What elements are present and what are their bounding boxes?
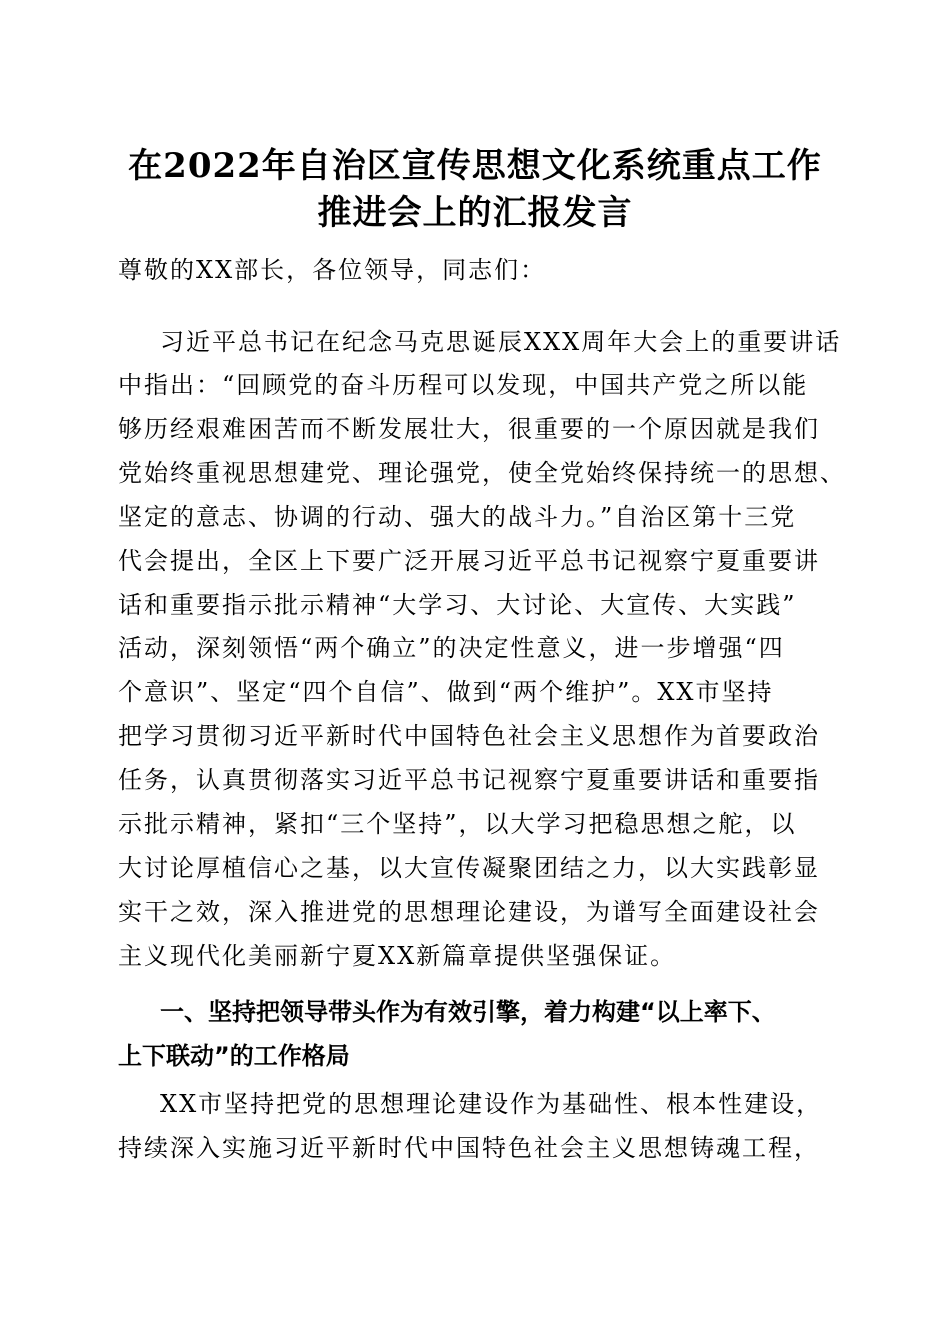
paragraph-1-line: 够历经艰难困苦而不断发展壮大，很重要的一个原因就是我们	[118, 415, 820, 443]
paragraph-1-line: 党始终重视思想建党、理论强党，使全党始终保持统一的思想、	[118, 459, 846, 487]
section-heading-1-line-1: 一、坚持把领导带头作为有效引擎，着力构建“以上率下、	[160, 998, 776, 1026]
paragraph-1-line: 中指出：“回顾党的奋斗历程可以发现，中国共产党之所以能	[118, 371, 809, 399]
document-title-line-2: 推进会上的汇报发言	[317, 193, 633, 233]
paragraph-1-line: 代会提出，全区上下要广泛开展习近平总书记视察宁夏重要讲	[118, 547, 820, 575]
paragraph-1-line: 把学习贯彻习近平新时代中国特色社会主义思想作为首要政治	[118, 722, 820, 750]
paragraph-1-line: 坚定的意志、协调的行动、强大的战斗力。”自治区第十三党	[118, 503, 797, 531]
paragraph-2-line: XX市坚持把党的思想理论建设作为基础性、根本性建设，	[160, 1090, 823, 1118]
section-heading-1-line-2: 上下联动”的工作格局	[118, 1042, 350, 1070]
paragraph-1-line: 任务，认真贯彻落实习近平总书记视察宁夏重要讲话和重要指	[118, 766, 820, 794]
paragraph-2-line: 持续深入实施习近平新时代中国特色社会主义思想铸魂工程，	[118, 1134, 820, 1162]
paragraph-1-line: 活动，深刻领悟“两个确立”的决定性意义，进一步增强“四	[118, 634, 785, 662]
paragraph-1-line: 实干之效，深入推进党的思想理论建设，为谱写全面建设社会	[118, 898, 820, 926]
salutation: 尊敬的XX部长，各位领导，同志们：	[118, 256, 547, 284]
paragraph-1-line: 大讨论厚植信心之基，以大宣传凝聚团结之力，以大实践彰显	[118, 854, 820, 882]
document-title-line-1: 在2022年自治区宣传思想文化系统重点工作	[128, 146, 822, 186]
paragraph-1-line: 示批示精神，紧扣“三个坚持”，以大学习把稳思想之舵，以	[118, 810, 797, 838]
paragraph-1-line: 个意识”、坚定“四个自信”、做到“两个维护”。XX市坚持	[118, 678, 774, 706]
paragraph-1-line: 话和重要指示批示精神“大学习、大讨论、大宣传、大实践”	[118, 591, 797, 619]
paragraph-1-line: 习近平总书记在纪念马克思诞辰XXX周年大会上的重要讲话	[160, 328, 842, 356]
paragraph-1-line: 主义现代化美丽新宁夏XX新篇章提供坚强保证。	[118, 942, 677, 970]
